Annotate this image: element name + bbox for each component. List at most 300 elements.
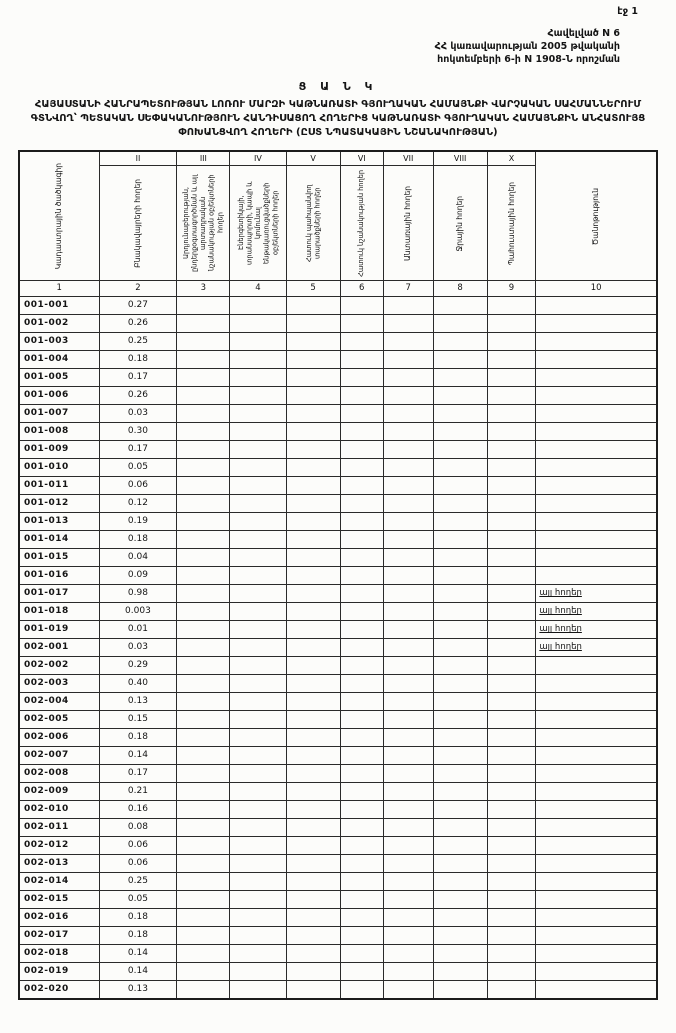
empty-cell xyxy=(177,405,230,423)
empty-cell xyxy=(230,765,286,783)
cadastral-code-cell: 001-001 xyxy=(19,297,99,315)
empty-cell xyxy=(487,729,536,747)
table-row xyxy=(19,729,657,747)
column-label: Ջրային հողեր xyxy=(455,195,465,252)
cadastral-code-cell: 002-010 xyxy=(19,801,99,819)
area-value-cell: 0.08 xyxy=(99,819,177,837)
empty-cell xyxy=(177,747,230,765)
empty-cell xyxy=(433,351,487,369)
empty-cell xyxy=(433,459,487,477)
table-row xyxy=(19,873,657,891)
empty-cell xyxy=(433,513,487,531)
table-row xyxy=(19,981,657,1000)
empty-cell xyxy=(286,729,340,747)
cadastral-code-cell: 001-007 xyxy=(19,405,99,423)
column-numeral: X xyxy=(488,152,536,166)
empty-cell xyxy=(487,567,536,585)
table-row xyxy=(19,693,657,711)
note-cell xyxy=(536,351,657,369)
empty-cell xyxy=(433,927,487,945)
cadastral-code-cell: 002-020 xyxy=(19,981,99,1000)
column-label: Կադաստրային ծածկագիր xyxy=(54,163,64,270)
empty-cell xyxy=(487,513,536,531)
table-row xyxy=(19,459,657,477)
table-body xyxy=(19,297,657,1000)
empty-cell xyxy=(433,783,487,801)
empty-cell xyxy=(433,657,487,675)
area-value-cell: 0.17 xyxy=(99,765,177,783)
empty-cell xyxy=(340,513,383,531)
empty-cell xyxy=(383,297,433,315)
empty-cell xyxy=(340,927,383,945)
empty-cell xyxy=(177,369,230,387)
empty-cell xyxy=(340,801,383,819)
column-number-row xyxy=(19,281,657,297)
area-value-cell: 0.18 xyxy=(99,729,177,747)
empty-cell xyxy=(433,423,487,441)
empty-cell xyxy=(230,873,286,891)
table-row xyxy=(19,783,657,801)
empty-cell xyxy=(177,315,230,333)
empty-cell xyxy=(177,819,230,837)
empty-cell xyxy=(487,657,536,675)
empty-cell xyxy=(230,585,286,603)
cadastral-code-cell: 001-008 xyxy=(19,423,99,441)
empty-cell xyxy=(177,693,230,711)
empty-cell xyxy=(230,549,286,567)
empty-cell xyxy=(433,405,487,423)
empty-cell xyxy=(230,405,286,423)
table-row xyxy=(19,765,657,783)
title-heading: Ց Ա Ն Կ xyxy=(298,80,378,94)
area-value-cell: 0.14 xyxy=(99,963,177,981)
empty-cell xyxy=(177,567,230,585)
empty-cell xyxy=(286,873,340,891)
empty-cell xyxy=(383,927,433,945)
empty-cell xyxy=(487,909,536,927)
empty-cell xyxy=(177,351,230,369)
empty-cell xyxy=(286,513,340,531)
empty-cell xyxy=(487,837,536,855)
column-header-protected-lands xyxy=(286,151,340,281)
empty-cell xyxy=(383,711,433,729)
cadastral-code-cell: 002-019 xyxy=(19,963,99,981)
note-cell xyxy=(536,333,657,351)
note-cell xyxy=(536,837,657,855)
cadastral-code-cell: 001-011 xyxy=(19,477,99,495)
note-cell xyxy=(536,891,657,909)
empty-cell xyxy=(383,765,433,783)
area-value-cell: 0.29 xyxy=(99,657,177,675)
empty-cell xyxy=(340,387,383,405)
empty-cell xyxy=(286,765,340,783)
empty-cell xyxy=(383,621,433,639)
empty-cell xyxy=(487,873,536,891)
empty-cell xyxy=(286,639,340,657)
empty-cell xyxy=(230,747,286,765)
empty-cell xyxy=(340,459,383,477)
empty-cell xyxy=(286,747,340,765)
area-value-cell: 0.01 xyxy=(99,621,177,639)
empty-cell xyxy=(230,855,286,873)
empty-cell xyxy=(230,441,286,459)
empty-cell xyxy=(340,315,383,333)
empty-cell xyxy=(433,855,487,873)
cadastral-code-cell: 002-016 xyxy=(19,909,99,927)
column-number: 4 xyxy=(230,281,286,297)
cadastral-code-cell: 002-012 xyxy=(19,837,99,855)
note-cell xyxy=(536,315,657,333)
note-cell: այլ հողեր xyxy=(536,621,657,639)
empty-cell xyxy=(487,783,536,801)
appendix-line-2: ՀՀ կառավարության 2005 թվականի xyxy=(434,40,620,52)
area-value-cell: 0.05 xyxy=(99,891,177,909)
empty-cell xyxy=(340,333,383,351)
empty-cell xyxy=(383,639,433,657)
column-number: 10 xyxy=(536,281,657,297)
empty-cell xyxy=(383,855,433,873)
area-value-cell: 0.13 xyxy=(99,693,177,711)
empty-cell xyxy=(230,423,286,441)
empty-cell xyxy=(230,927,286,945)
empty-cell xyxy=(383,981,433,1000)
empty-cell xyxy=(433,585,487,603)
empty-cell xyxy=(340,531,383,549)
column-numeral: VII xyxy=(384,152,433,166)
empty-cell xyxy=(340,873,383,891)
note-cell xyxy=(536,405,657,423)
area-value-cell: 0.16 xyxy=(99,801,177,819)
empty-cell xyxy=(433,819,487,837)
empty-cell xyxy=(177,675,230,693)
column-label: Արդյունաբերության, ընդերքօգտագործման և այլ արտադրական նշանակության օբյեկտների հողեր xyxy=(181,174,225,273)
empty-cell xyxy=(340,567,383,585)
empty-cell xyxy=(340,765,383,783)
cadastral-code-cell: 002-002 xyxy=(19,657,99,675)
area-value-cell: 0.05 xyxy=(99,459,177,477)
empty-cell xyxy=(487,621,536,639)
column-label: Պահուստային հողեր xyxy=(506,181,516,265)
appendix-line-3: հոկտեմբերի 6-ի N 1908-Ն որոշման xyxy=(437,53,620,65)
note-cell xyxy=(536,819,657,837)
empty-cell xyxy=(177,477,230,495)
empty-cell xyxy=(177,423,230,441)
empty-cell xyxy=(177,765,230,783)
table-row xyxy=(19,423,657,441)
empty-cell xyxy=(433,441,487,459)
column-numeral: II xyxy=(100,152,177,166)
empty-cell xyxy=(177,621,230,639)
cadastral-code-cell: 001-013 xyxy=(19,513,99,531)
empty-cell xyxy=(433,495,487,513)
column-label: Հատուկ պահպանվող տարածքների հողեր xyxy=(304,184,322,263)
empty-cell xyxy=(230,369,286,387)
cadastral-code-cell: 001-014 xyxy=(19,531,99,549)
column-header-reserve-lands xyxy=(487,151,536,281)
note-cell xyxy=(536,783,657,801)
cadastral-code-cell: 001-018 xyxy=(19,603,99,621)
note-cell xyxy=(536,765,657,783)
empty-cell xyxy=(177,585,230,603)
cadastral-code-cell: 002-003 xyxy=(19,675,99,693)
empty-cell xyxy=(383,369,433,387)
area-value-cell: 0.30 xyxy=(99,423,177,441)
column-label: Անտառային հողեր xyxy=(403,185,413,261)
empty-cell xyxy=(487,441,536,459)
table-row xyxy=(19,603,657,621)
empty-cell xyxy=(433,981,487,1000)
area-value-cell: 0.06 xyxy=(99,855,177,873)
empty-cell xyxy=(340,603,383,621)
empty-cell xyxy=(487,639,536,657)
empty-cell xyxy=(487,585,536,603)
area-value-cell: 0.13 xyxy=(99,981,177,1000)
empty-cell xyxy=(383,387,433,405)
area-value-cell: 0.26 xyxy=(99,315,177,333)
column-numeral: V xyxy=(287,152,340,166)
cadastral-code-cell: 002-008 xyxy=(19,765,99,783)
empty-cell xyxy=(340,405,383,423)
empty-cell xyxy=(433,801,487,819)
empty-cell xyxy=(340,351,383,369)
empty-cell xyxy=(286,855,340,873)
empty-cell xyxy=(340,423,383,441)
cadastral-code-cell: 001-017 xyxy=(19,585,99,603)
empty-cell xyxy=(487,711,536,729)
empty-cell xyxy=(340,981,383,1000)
empty-cell xyxy=(286,351,340,369)
empty-cell xyxy=(230,315,286,333)
empty-cell xyxy=(286,567,340,585)
area-value-cell: 0.40 xyxy=(99,675,177,693)
empty-cell xyxy=(487,945,536,963)
empty-cell xyxy=(383,423,433,441)
column-label: Բնակավայրերի հողեր xyxy=(133,179,143,268)
empty-cell xyxy=(230,801,286,819)
note-cell xyxy=(536,855,657,873)
empty-cell xyxy=(177,387,230,405)
note-cell xyxy=(536,747,657,765)
empty-cell xyxy=(177,783,230,801)
empty-cell xyxy=(383,603,433,621)
table-row xyxy=(19,675,657,693)
area-value-cell: 0.21 xyxy=(99,783,177,801)
empty-cell xyxy=(383,747,433,765)
cadastral-code-cell: 001-016 xyxy=(19,567,99,585)
empty-cell xyxy=(286,711,340,729)
empty-cell xyxy=(487,765,536,783)
empty-cell xyxy=(286,423,340,441)
table-row xyxy=(19,711,657,729)
empty-cell xyxy=(340,891,383,909)
appendix-line-1: Հավելված N 6 xyxy=(547,28,620,39)
empty-cell xyxy=(433,711,487,729)
area-value-cell: 0.25 xyxy=(99,873,177,891)
empty-cell xyxy=(230,639,286,657)
column-label: Էներգետիկայի, տրանսպորտի, կապի և կոմունալ ենթակառուցվածքների օբյեկտների հողեր xyxy=(236,181,279,266)
empty-cell xyxy=(230,891,286,909)
cadastral-code-cell: 001-002 xyxy=(19,315,99,333)
empty-cell xyxy=(286,315,340,333)
column-number: 1 xyxy=(19,281,99,297)
note-cell xyxy=(536,873,657,891)
table-row xyxy=(19,297,657,315)
column-number: 6 xyxy=(340,281,383,297)
empty-cell xyxy=(286,909,340,927)
empty-cell xyxy=(340,495,383,513)
column-header-industrial-lands xyxy=(177,151,230,281)
cadastral-code-cell: 002-011 xyxy=(19,819,99,837)
empty-cell xyxy=(383,441,433,459)
column-number: 8 xyxy=(433,281,487,297)
column-number: 2 xyxy=(99,281,177,297)
note-cell xyxy=(536,531,657,549)
note-cell xyxy=(536,945,657,963)
empty-cell xyxy=(340,783,383,801)
empty-cell xyxy=(383,315,433,333)
empty-cell xyxy=(487,819,536,837)
empty-cell xyxy=(433,621,487,639)
area-value-cell: 0.98 xyxy=(99,585,177,603)
column-numeral: VI xyxy=(341,152,383,166)
empty-cell xyxy=(177,639,230,657)
area-value-cell: 0.27 xyxy=(99,297,177,315)
empty-cell xyxy=(487,495,536,513)
land-parcels-table xyxy=(18,150,658,1000)
note-cell xyxy=(536,729,657,747)
table-row xyxy=(19,477,657,495)
note-cell xyxy=(536,657,657,675)
empty-cell xyxy=(433,387,487,405)
empty-cell xyxy=(340,963,383,981)
empty-cell xyxy=(433,963,487,981)
empty-cell xyxy=(433,747,487,765)
empty-cell xyxy=(383,801,433,819)
table-row xyxy=(19,513,657,531)
empty-cell xyxy=(433,567,487,585)
empty-cell xyxy=(230,495,286,513)
note-cell xyxy=(536,297,657,315)
note-cell: այլ հողեր xyxy=(536,603,657,621)
cadastral-code-cell: 002-018 xyxy=(19,945,99,963)
note-cell xyxy=(536,693,657,711)
empty-cell xyxy=(177,549,230,567)
empty-cell xyxy=(383,873,433,891)
column-header-cadastral-code xyxy=(19,151,99,281)
column-header-notes xyxy=(536,151,657,281)
empty-cell xyxy=(383,819,433,837)
table-row xyxy=(19,747,657,765)
empty-cell xyxy=(230,657,286,675)
empty-cell xyxy=(230,675,286,693)
empty-cell xyxy=(340,297,383,315)
cadastral-code-cell: 001-010 xyxy=(19,459,99,477)
empty-cell xyxy=(433,837,487,855)
empty-cell xyxy=(433,297,487,315)
cadastral-code-cell: 002-015 xyxy=(19,891,99,909)
table-row xyxy=(19,945,657,963)
empty-cell xyxy=(433,333,487,351)
empty-cell xyxy=(433,909,487,927)
area-value-cell: 0.12 xyxy=(99,495,177,513)
empty-cell xyxy=(230,729,286,747)
empty-cell xyxy=(433,675,487,693)
note-cell xyxy=(536,423,657,441)
area-value-cell: 0.03 xyxy=(99,405,177,423)
empty-cell xyxy=(286,801,340,819)
empty-cell xyxy=(433,477,487,495)
empty-cell xyxy=(383,891,433,909)
table-row xyxy=(19,855,657,873)
empty-cell xyxy=(383,585,433,603)
empty-cell xyxy=(340,639,383,657)
empty-cell xyxy=(383,477,433,495)
empty-cell xyxy=(487,297,536,315)
table-row xyxy=(19,621,657,639)
empty-cell xyxy=(286,657,340,675)
cadastral-code-cell: 002-004 xyxy=(19,693,99,711)
area-value-cell: 0.17 xyxy=(99,369,177,387)
cadastral-code-cell: 002-001 xyxy=(19,639,99,657)
empty-cell xyxy=(340,675,383,693)
empty-cell xyxy=(340,585,383,603)
empty-cell xyxy=(487,477,536,495)
note-cell xyxy=(536,549,657,567)
cadastral-code-cell: 001-005 xyxy=(19,369,99,387)
note-cell xyxy=(536,711,657,729)
empty-cell xyxy=(177,837,230,855)
document-title xyxy=(0,80,676,140)
cadastral-code-cell: 001-009 xyxy=(19,441,99,459)
empty-cell xyxy=(487,675,536,693)
note-cell xyxy=(536,459,657,477)
area-value-cell: 0.06 xyxy=(99,837,177,855)
area-value-cell: 0.17 xyxy=(99,441,177,459)
empty-cell xyxy=(383,909,433,927)
empty-cell xyxy=(487,981,536,1000)
area-value-cell: 0.04 xyxy=(99,549,177,567)
area-value-cell: 0.06 xyxy=(99,477,177,495)
table-row xyxy=(19,405,657,423)
column-number: 9 xyxy=(487,281,536,297)
empty-cell xyxy=(340,909,383,927)
table-row xyxy=(19,495,657,513)
area-value-cell: 0.15 xyxy=(99,711,177,729)
table-row xyxy=(19,819,657,837)
empty-cell xyxy=(383,729,433,747)
empty-cell xyxy=(177,927,230,945)
note-cell xyxy=(536,369,657,387)
area-value-cell: 0.03 xyxy=(99,639,177,657)
empty-cell xyxy=(433,369,487,387)
cadastral-code-cell: 002-009 xyxy=(19,783,99,801)
empty-cell xyxy=(340,711,383,729)
empty-cell xyxy=(340,837,383,855)
empty-cell xyxy=(177,963,230,981)
column-number: 7 xyxy=(383,281,433,297)
empty-cell xyxy=(286,693,340,711)
empty-cell xyxy=(340,369,383,387)
empty-cell xyxy=(383,675,433,693)
empty-cell xyxy=(340,441,383,459)
empty-cell xyxy=(286,603,340,621)
empty-cell xyxy=(286,945,340,963)
area-value-cell: 0.14 xyxy=(99,945,177,963)
cadastral-code-cell: 001-012 xyxy=(19,495,99,513)
title-body: ՀԱՅԱՍՏԱՆԻ ՀԱՆՐԱՊԵՏՈՒԹՅԱՆ ԼՈՌՈՒ ՄԱՐԶԻ ԿԱԹՆԱՌԱՏԻ ԳՅՈՒՂԱԿԱՆ ՀԱՄԱՅՆՔԻ ՎԱՐՉԱԿԱՆ ՍԱՀՄԱՆՆԵՐՈՒՄ ԳՏՆՎՈՂ՝ ՊԵՏԱԿԱՆ ՍԵՓԱԿԱՆՈՒԹՅՈՒՆ ՀԱՆԴԻՍԱՑՈՂ ՀՈՂԵՐԻՑ ԿԱԹՆԱՌԱՏԻ ԳՅՈՒՂԱԿԱՆ ՀԱՄԱՅՆՔԻՆ ԱՆՀԱՏՈՒՅՑ ՓՈԽԱՆՑՎՈՂ ՀՈՂԵՐԻ (ԸՍՏ ՆՊԱՏԱԿԱՅԻՆ ՆՇԱՆԱԿՈՒԹՅԱՆ) xyxy=(30,99,646,139)
empty-cell xyxy=(177,981,230,1000)
empty-cell xyxy=(286,549,340,567)
